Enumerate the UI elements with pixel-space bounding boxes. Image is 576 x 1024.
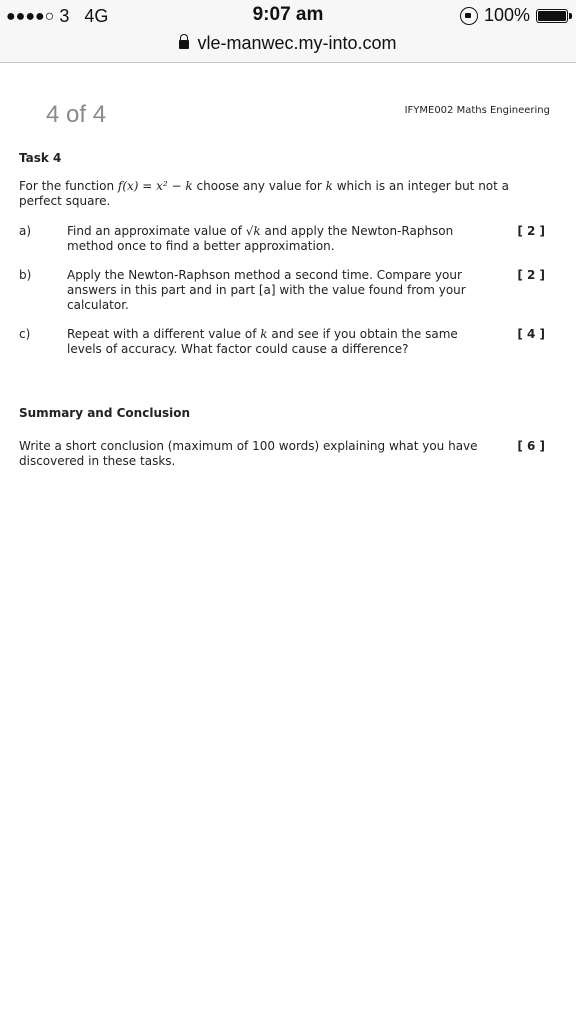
question-marks: [ 2 ] — [517, 224, 545, 238]
status-time: 9:07 am — [252, 4, 324, 25]
summary-text: Write a short conclusion (maximum of 100 words) explaining what you have discovered in these tasks. — [19, 439, 478, 468]
function-expression: f(x) = x² − k — [117, 179, 193, 193]
carrier-name: 3 — [59, 6, 70, 26]
question-text-end: and apply the Newton-Raphson method once to find a better approximation. — [67, 224, 454, 253]
address-bar[interactable] — [0, 32, 576, 63]
intro-text-start: For the function — [19, 179, 118, 193]
intro-variable: k — [325, 179, 333, 193]
rotation-lock-icon — [460, 7, 478, 25]
k-variable: k — [260, 327, 268, 341]
question-marks: [ 4 ] — [517, 327, 545, 341]
question-label: b) — [19, 268, 32, 282]
question-text — [67, 327, 477, 357]
question-marks: [ 2 ] — [517, 268, 545, 282]
question-text-end: and see if you obtain the same levels of accuracy. What factor could cause a difference? — [67, 327, 458, 356]
task-intro — [19, 179, 529, 209]
status-bar — [0, 0, 576, 32]
status-right — [460, 5, 568, 26]
battery-percent: 100% — [483, 5, 530, 25]
question-label: c) — [19, 327, 31, 341]
summary-marks: [ 6 ] — [517, 439, 545, 453]
intro-text-mid: choose any value for — [192, 179, 326, 193]
question-label: a) — [19, 224, 32, 238]
url-display[interactable] — [179, 33, 396, 53]
document-page — [0, 63, 576, 1024]
signal-strength-icon: ●●●●○ — [6, 8, 55, 25]
summary-section — [19, 439, 549, 469]
summary-heading: Summary and Conclusion — [19, 406, 191, 420]
url-text: vle-manwec.my-into.com — [197, 33, 397, 53]
battery-icon — [536, 9, 568, 23]
course-code: IFYME002 Maths Engineering — [404, 105, 550, 116]
page-counter: 4 of 4 — [46, 101, 107, 128]
network-type: 4G — [84, 6, 109, 26]
lock-icon — [179, 40, 189, 49]
sqrt-k-expression: √k — [245, 224, 261, 238]
question-text: Apply the Newton-Raphson method a second time. Compare your answers in this part and in part [a] with the value found from your calculator. — [67, 268, 466, 312]
question-text-start: Repeat with a different value of — [67, 327, 261, 341]
intro-text-end: which is an integer but not a perfect square. — [19, 179, 510, 208]
task-heading: Task 4 — [19, 151, 62, 165]
question-text — [67, 224, 477, 254]
question-text-start: Find an approximate value of — [67, 224, 246, 238]
